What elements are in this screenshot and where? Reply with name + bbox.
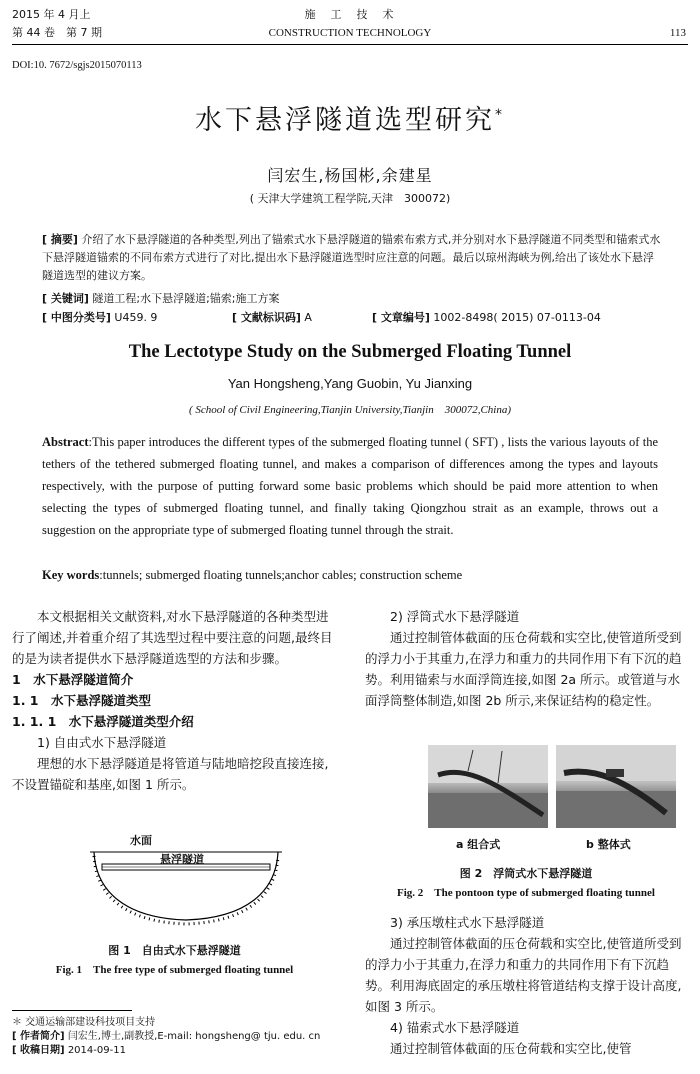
section-1-1-heading: 1. 1 水下悬浮隧道类型 [12,693,151,708]
fig2a-photo [428,745,548,828]
fig2-caption-en: Fig. 2 The pontoon type of submerged floating tunnel [397,887,655,899]
right-column-bottom [365,912,687,1059]
fig1-tunnel-label: 悬浮隧道 [160,853,204,866]
section-1-1-1-heading: 1. 1. 1 水下悬浮隧道类型介绍 [12,714,194,729]
title-en: The Lectotype Study on the Submerged Floating Tunnel [128,342,572,362]
doc-code [232,309,312,327]
article-number-label: [ 文章编号] [372,311,430,324]
affiliation-cn: ( 天津大学建筑工程学院,天津 300072) [249,192,451,205]
fund-note: ＊ 交通运输部建设科技项目支持 [12,1017,156,1028]
article-number-value: 1002-8498( 2015) 07-0113-04 [433,311,601,324]
journal-name-cn: 施 工 技 术 [304,8,396,21]
doc-code-value: A [304,311,312,324]
keywords-en-label: Key words [42,568,100,582]
issue-volume: 第 44 卷 第 7 期 [12,26,102,39]
abstract-cn-text: 介绍了水下悬浮隧道的各种类型,列出了锚索式水下悬浮隧道的锚索布索方式,并分别对水下悬浮隧道不同类型和锚索式水下悬浮隧道锚索的不同布索方式进行了对比,提出水下悬浮隧道选型时应注意的问题。最后以琼州海峡为例,给出了该处水下悬浮隧道选型的建议方案。 [42,233,661,282]
fig1-caption-en: Fig. 1 The free type of submerged floating tunnel [55,964,294,976]
right-column-top [365,606,687,711]
issue-date: 2015 年 4 月上 [12,8,91,21]
keywords-cn-text: 隧道工程;水下悬浮隧道;锚索;施工方案 [92,292,280,305]
item-4-text: 通过控制管体截面的压仓荷载和实空比,使管 [390,1041,632,1056]
keywords-en [42,564,658,586]
affiliation-en: ( School of Civil Engineering,Tianjin University,Tianjin 300072,China) [188,404,512,416]
title-text: 水下悬浮隧道选型研究 [195,105,495,136]
footnotes [12,1016,342,1058]
keywords-cn-label: [ 关键词] [42,292,89,305]
keywords-cn [42,290,662,308]
abstract-cn-label: [ 摘要] [42,233,78,246]
author-note-label: [ 作者简介] [12,1031,65,1042]
fig2b-label: b 整体式 [586,838,631,851]
header-rule [12,44,688,45]
item-2-text: 通过控制管体截面的压仓荷载和实空比,使管道所受到的浮力小于其重力,在浮力和重力的共同作用下有下沉的趋势。利用锚索与水面浮筒连接,如图 2a 所示。或管道与水面浮筒整体制造,如图 2b 所示,来保证结构的稳定性。 [365,630,682,708]
abstract-en-label: Abstract [42,435,89,449]
author-note-text: 闫宏生,博士,副教授,E-mail: hongsheng@ tju. edu. cn [67,1031,321,1042]
fig2-caption-cn: 图 2 浮筒式水下悬浮隧道 [459,867,593,880]
received-date-value: 2014-09-11 [67,1045,126,1056]
item-1-text: 理想的水下悬浮隧道是将管道与陆地暗挖段直接连接,不设置锚碇和基座,如图 1 所示。 [12,756,329,792]
author-note [12,1030,342,1044]
item-1-heading: 1) 自由式水下悬浮隧道 [37,735,167,750]
item-4-heading: 4) 锚索式水下悬浮隧道 [390,1020,520,1035]
title-footnote-mark: * [495,107,505,123]
figure-1 [86,832,286,928]
received-date [12,1044,342,1058]
clc-label: [ 中图分类号] [42,311,111,324]
figure-2 [428,745,678,855]
clc-number [42,309,157,327]
section-1-heading: 1 水下悬浮隧道简介 [12,672,134,687]
item-3-text: 通过控制管体截面的压仓荷载和实空比,使管道所受到的浮力小于其重力,在浮力和重力的共同作用下有下沉趋势。利用海底固定的承压墩柱将管道结构支撑于设计高度,如图 3 所示。 [365,936,682,1014]
abstract-cn [42,231,662,285]
authors-cn: 闫宏生,杨国彬,余建星 [267,166,433,185]
fig1-caption-cn: 图 1 自由式水下悬浮隧道 [108,944,241,957]
fig1-water-label: 水面 [130,834,152,847]
item-2-heading: 2) 浮筒式水下悬浮隧道 [390,609,520,624]
doi: DOI:10. 7672/sgjs2015070113 [12,60,142,71]
doc-code-label: [ 文献标识码] [232,311,301,324]
abstract-en-text: :This paper introduces the different types of the submerged floating tunnel ( SFT) , lists the various layouts of the tethers of the tethered submerged floating tunnel, and makes a comparison of differences among the types and layouts respectively, with the purpose of putting forward some basic problems which should be paid more attention to when selecting the types of submerged floating tunnel, and finally taking Qiongzhou strait as an example, throws out a suggestion on the appropriate type of submerged floating tunnel through the strait. [42,435,658,537]
article-number [372,309,601,327]
fig2a-label: a 组合式 [456,838,501,851]
left-column [12,606,337,795]
clc-value: U459. 9 [114,311,158,324]
page-number: 113 [669,27,686,39]
abstract-en [42,431,658,541]
keywords-en-text: :tunnels; submerged floating tunnels;anchor cables; construction scheme [99,568,463,582]
authors-en: Yan Hongsheng,Yang Guobin, Yu Jianxing [227,376,473,391]
fig2b-photo [556,745,676,828]
received-date-label: [ 收稿日期] [12,1045,65,1056]
journal-name-en: CONSTRUCTION TECHNOLOGY [268,27,432,39]
page-title [0,98,700,137]
footnote-rule [12,1010,132,1011]
free-tunnel-diagram [86,832,286,928]
item-3-heading: 3) 承压墩柱式水下悬浮隧道 [390,915,545,930]
intro-paragraph: 本文根据相关文献资料,对水下悬浮隧道的各种类型进行了阐述,并着重介绍了其选型过程中要注意的问题,最终目的是为读者提供水下悬浮隧道选型的方法和步骤。 [12,609,333,666]
